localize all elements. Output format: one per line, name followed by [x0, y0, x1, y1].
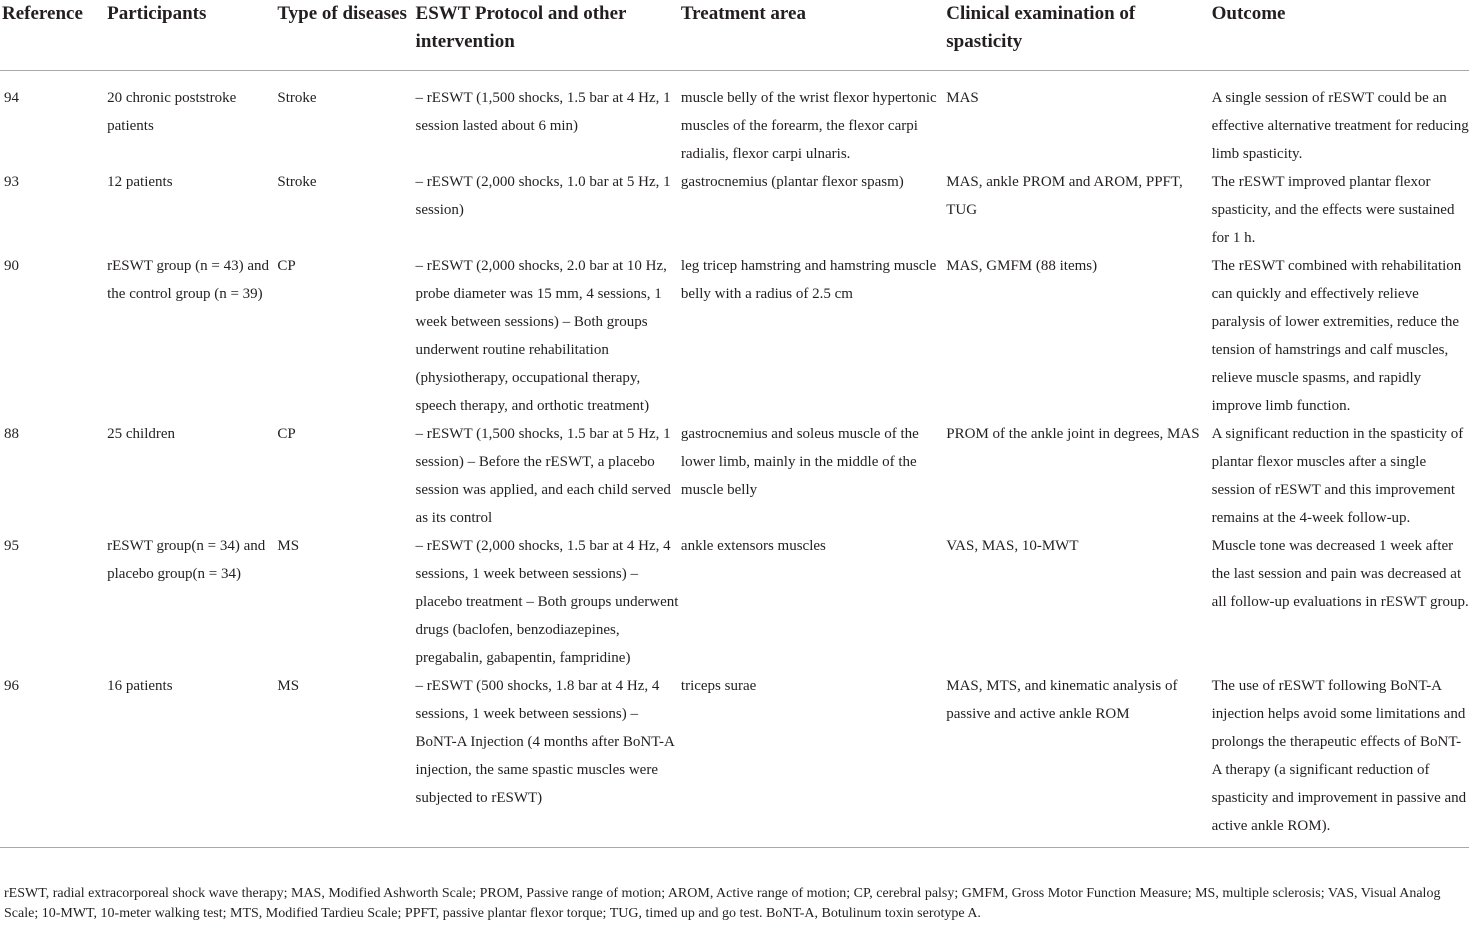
- cell-disease: Stroke: [277, 90, 317, 106]
- cell-reference: 94: [4, 90, 19, 106]
- cell-protocol: – rESWT (2,000 shocks, 1.0 bar at 5 Hz, 1 session): [415, 174, 671, 218]
- cell-participants: rESWT group (n = 43) and the control group (n = 39): [107, 258, 270, 302]
- cell-outcome: The rESWT combined with rehabilitation can quickly and effectively relieve paralysis of lower extremities, reduce the tension of hamstrings and calf muscles, relieve muscle spasms, and rapidly improve limb function.: [1211, 258, 1462, 414]
- cell-treatment-area: gastrocnemius and soleus muscle of the lower limb, mainly in the middle of the muscle belly: [680, 426, 919, 498]
- cell-participants: 25 children: [107, 426, 176, 442]
- cell-outcome: The use of rESWT following BoNT-A injection helps avoid some limitations and prolongs the therapeutic effects of BoNT-A therapy (a significant reduction of spasticity and improvement in passive and active ankle ROM).: [1211, 678, 1467, 834]
- cell-clinical-exam: MAS, GMFM (88 items): [946, 258, 1098, 274]
- cell-treatment-area: triceps surae: [680, 678, 757, 694]
- cell-outcome: A single session of rESWT could be an effective alternative treatment for reducing limb spasticity.: [1211, 90, 1469, 162]
- header-row: [0, 0, 1469, 71]
- cell-treatment-area: gastrocnemius (plantar flexor spasm): [680, 174, 904, 190]
- cell-protocol: – rESWT (2,000 shocks, 2.0 bar at 10 Hz, probe diameter was 15 mm, 4 sessions, 1 week between sessions) – Both groups underwent routine rehabilitation (physiotherapy, occupational therapy, speech therapy, and orthotic treatment): [415, 258, 667, 414]
- table-row: [0, 420, 1469, 532]
- cell-outcome: Muscle tone was decreased 1 week after the last session and pain was decreased at all follow-up evaluations in rESWT group.: [1211, 538, 1469, 610]
- cell-outcome: A significant reduction in the spasticity of plantar flexor muscles after a single session of rESWT and this improvement remains at the 4-week follow-up.: [1211, 426, 1464, 526]
- cell-clinical-exam: MAS, MTS, and kinematic analysis of passive and active ankle ROM: [946, 678, 1178, 722]
- header-treatment-area: Treatment area: [680, 3, 806, 24]
- cell-participants: 16 patients: [107, 678, 173, 694]
- table-footnote: rESWT, radial extracorporeal shock wave therapy; MAS, Modified Ashworth Scale; PROM, Passive range of motion; AROM, Active range of motion; CP, cerebral palsy; GMFM, Gross Motor Function Measure; MS, multiple sclerosis; VAS, Visual Analog Scale; 10-MWT, 10-meter walking test; MTS, Modified Tardieu Scale; PPFT, passive plantar flexor torque; TUG, timed up and go test. BoNT-A, Botulinum toxin serotype A.: [4, 886, 1441, 921]
- cell-outcome: The rESWT improved plantar flexor spasticity, and the effects were sustained for 1 h.: [1211, 174, 1455, 246]
- cell-protocol: – rESWT (2,000 shocks, 1.5 bar at 4 Hz, 4 sessions, 1 week between sessions) – placebo treatment – Both groups underwent drugs (baclofen, benzodiazepines, pregabalin, gabapentin, fampridine): [415, 538, 679, 666]
- header-outcome: Outcome: [1211, 3, 1286, 24]
- table-row: [0, 71, 1469, 169]
- cell-treatment-area: leg tricep hamstring and hamstring muscle belly with a radius of 2.5 cm: [680, 258, 937, 302]
- cell-clinical-exam: VAS, MAS, 10-MWT: [946, 538, 1079, 554]
- cell-protocol: – rESWT (500 shocks, 1.8 bar at 4 Hz, 4 sessions, 1 week between sessions) – BoNT-A Injection (4 months after BoNT-A injection, the same spastic muscles were subjected to rESWT): [415, 678, 674, 806]
- cell-protocol: – rESWT (1,500 shocks, 1.5 bar at 5 Hz, 1 session) – Before the rESWT, a placebo session was applied, and each child served as its control: [415, 426, 671, 526]
- cell-protocol: – rESWT (1,500 shocks, 1.5 bar at 4 Hz, 1 session lasted about 6 min): [415, 90, 671, 134]
- cell-clinical-exam: MAS: [946, 90, 979, 106]
- cell-clinical-exam: MAS, ankle PROM and AROM, PPFT, TUG: [946, 174, 1183, 218]
- table-row: [0, 252, 1469, 420]
- cell-participants: 12 patients: [107, 174, 173, 190]
- cell-disease: MS: [277, 678, 300, 694]
- table-row: [0, 532, 1469, 672]
- cell-disease: CP: [277, 426, 296, 442]
- header-reference: Reference: [2, 3, 83, 24]
- header-eswt-protocol: ESWT Protocol and other intervention: [415, 3, 627, 52]
- cell-reference: 95: [4, 538, 19, 554]
- cell-reference: 93: [4, 174, 19, 190]
- cell-treatment-area: muscle belly of the wrist flexor hypertonic muscles of the forearm, the flexor carpi radialis, flexor carpi ulnaris.: [680, 90, 937, 162]
- cell-disease: Stroke: [277, 174, 317, 190]
- header-clinical-examination: Clinical examination of spasticity: [946, 3, 1136, 52]
- cell-reference: 88: [4, 426, 19, 442]
- table-header: [0, 0, 1469, 71]
- header-participants: Participants: [107, 3, 207, 24]
- table-body: [0, 71, 1469, 848]
- table-row: [0, 672, 1469, 848]
- cell-clinical-exam: PROM of the ankle joint in degrees, MAS: [946, 426, 1200, 442]
- header-type-of-diseases: Type of diseases: [277, 3, 407, 24]
- cell-disease: CP: [277, 258, 296, 274]
- cell-reference: 96: [4, 678, 19, 694]
- cell-participants: 20 chronic poststroke patients: [107, 90, 237, 134]
- cell-participants: rESWT group(n = 34) and placebo group(n = 34): [107, 538, 266, 582]
- cell-reference: 90: [4, 258, 19, 274]
- cell-treatment-area: ankle extensors muscles: [680, 538, 826, 554]
- table-row: [0, 168, 1469, 252]
- cell-disease: MS: [277, 538, 300, 554]
